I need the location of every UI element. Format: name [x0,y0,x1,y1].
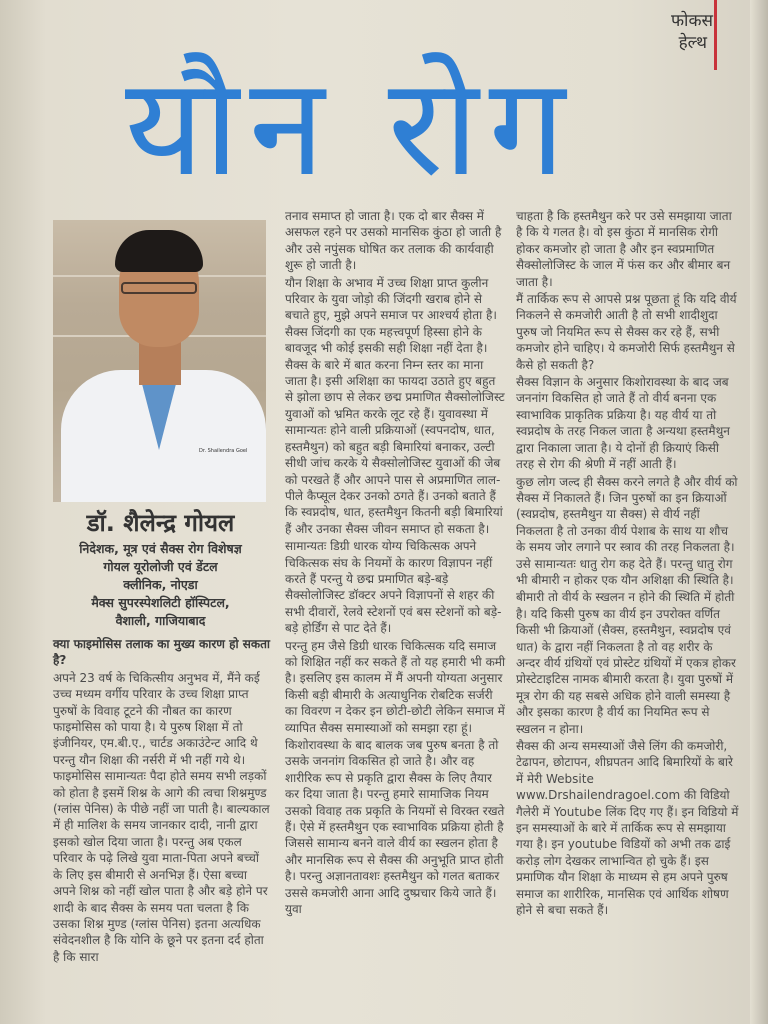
glasses-icon [121,282,197,294]
section-tag-line2: हेल्थ [678,33,707,53]
article-paragraph: किशोरावस्था के बाद बालक जब पुरुष बनता है तो उसके जननांग विकसित हो जाते है। और वह शारीरिक रूप से प्रकृति द्वारा सैक्स के लिए तैयार कर दिया जाता है। परन्तु हमारे सामाजिक नियम उसको विवाह तक प्रकृति के नियमों से विरक्त रखते हैं। ऐसे में हस्तमैथुन एक स्वाभाविक प्रक्रिया होती है जिससे सामान्य बनने वाले वीर्य का स्खलन होता है और मानसिक रूप से सैक्स की अनुभूति प्राप्त होती है। परन्तु अज्ञानतावशः हस्तमैथुन को गलत बताकर उससे कमजोरी आना आदि दुष्प्रचार किये जाते हैं। युवा [285,738,505,917]
article-column-1 [53,636,271,966]
page-edge [750,0,768,1024]
doctor-photo [53,220,266,502]
hair [115,230,203,272]
article-paragraph: सामान्यतः डिग्री धारक योग्य चिकित्सक अपने चिकित्सक संघ के नियमों के कारण विज्ञापन नहीं करते हैं परन्तु ये छद्म प्रमाणित बड़े-बड़े सैक्सोलोजिस्ट डॉक्टर अपने विज्ञापनों से शहर की सभी दीवारों, रेलवे स्टेशनों एवं बस स्टेशनों को बड़े-बड़े होर्डिंग से पाट देते हैं। [285,539,502,636]
coat-name-badge: Dr. Shailendra Goel [199,448,248,454]
article-paragraph: मैं तार्किक रूप से आपसे प्रश्न पूछता हूं कि यदि वीर्य निकलने से कमजोरी आती है तो सभी शादीशुदा पुरुष जो नियमित रूप से सैक्स कर रहे हैं, सभी कमजोर होने चाहिए। ये कमजोरी सिर्फ हस्तमैथुन से कैसे हो सकती है? [516,292,737,372]
section-accent-bar [714,0,717,70]
article-paragraph: बीमारी तो वीर्य के स्खलन न होने की स्थिति में होती है। यदि किसी पुरुष का वीर्य इन उपरोक्त वर्णित किसी भी क्रियाओं (सैक्स, हस्तमैथुन, स्वप्नदोष एवं धात) के द्वारा नहीं निकलता है तो वह शरीर के अन्दर वीर्य ग्रंथियों एवं प्रोस्टेट ग्रंथियों में एकत्र होकर प्रोस्टेटाइटिस नामक बीमारी करता है। युवा पुरुषों में मूत्र रोग की यह सबसे अधिक होने वाली समस्या है और इसका कारण है वीर्य का नियमित रूप से स्खलन न होना। [516,590,736,736]
article-paragraph: सैक्स विज्ञान के अनुसार किशोरावस्था के बाद जब जननांग विकसित हो जाते हैं तो वीर्य बनना एक स्वाभाविक प्राकृतिक प्रक्रिया है। यह वीर्य या तो स्वप्नदोष के तरह निकल जाता है अन्यथा हस्तमैथुन द्वारा निकाला जाता है। ये दोनों ही क्रियाएं किसी तरह से रोग की श्रेणी में नहीं आती हैं। [516,375,730,472]
doctor-name: डॉ. शैलेन्द्र गोयल [86,509,235,537]
article-column-3 [516,208,740,919]
credential-line: क्लीनिक, नोएडा [123,577,198,592]
credential-line: निदेशक, मूत्र एवं सैक्स रोग विशेषज्ञ [79,541,242,556]
article-paragraph: अपने 23 वर्ष के चिकित्सीय अनुभव में, मैंने कई उच्च मध्यम वर्गीय परिवार के उच्च शिक्षा प्राप्त पुरुषों के विवाह टूटने की नौबत का कारण फाइमोसिस को पाया है। ये पुरुष शिक्षा में तो इंजीनियर, एम.बी.ए., चार्टड अकाउंटेन्ट आदि थे परन्तु यौन शिक्षा की नर्सरी में भी नहीं गये थे। फाइमोसिस सामान्यतः पैदा होते समय सभी लड़कों को होता है इसमें शिश्न के आगे की त्वचा शिश्नमुण्ड (ग्लांस पेनिस) के पीछे नहीं जा पाती है। बाल्यकाल में ही मालिश के समय जानकार दादी, नानी द्वारा इसको खोल दिया जाता है। परन्तु अब एकल परिवार के पढ़े लिखे युवा माता-पिता अपने बच्चों के लिए इस बीमारी से अनभिज्ञ हैं। ऐसा बच्चा अपने शिश्न को नहीं खोल पाता है और बड़े होने पर शादी के बाद सैक्स के समय पता चलता है कि उसका शिश्न मुण्ड (ग्लांस पेनिस) इतना अत्यधिक संवेदनशील है कि योनि के छूने पर इतना दर्द होता है कि सारा [53,670,270,964]
article-column-2 [285,208,507,918]
article-paragraph: सैक्स की अन्य समस्याओं जैसे लिंग की कमजोरी, टेढापन, छोटापन, शीघ्रपतन आदि बिमारियों के बारे में मेरी Website www.Drshailendragoel.com की विडियो गैलेरी में Youtube लिंक दिए गए हैं। इन विडियो में इन समस्याओं के बारे में तार्किक रूप से समझाया गया है। इन youtube विडियों को अभी तक ढाई करोड़ लोग देखकर लाभान्वित हो चुके हैं। इस प्रमाणिक यौन शिक्षा के माध्यम से हम अपने पुरुष समाज का शारीरिक, मानसिक एवं आर्थिक शोषण होने से बचा सकते हैं। [516,739,739,918]
credential-line: मैक्स सुपरस्पेशलिटी हॉस्पिटल, [91,595,230,610]
article-paragraph: तनाव समाप्त हो जाता है। एक दो बार सैक्स में असफल रहने पर उसको मानसिक कुंठा हो जाती है और उसे नपुंसक घोषित कर तलाक की कार्यवाही शुरू हो जाती है। [285,209,502,273]
section-tag-line1: फोकस [670,11,713,31]
doctor-credentials [48,540,273,630]
article-paragraph: कुछ लोग जल्द ही सैक्स करने लगते है और वीर्य को सैक्स में निकालते हैं। जिन पुरुषों का इन क्रियाओं (स्वप्नदोष, हस्तमैथुन या सैक्स) से वीर्य नहीं निकलता है तो उनका वीर्य पेशाब के साथ या शौच के समय जोर लगाने पर स्त्राव की तरह निकलता है। उसे सामान्यतः धातु रोग कह देते हैं। परन्तु धातु रोग भी बीमारी न होकर एक यौन अशिक्षा की स्थिति है। [516,474,738,587]
article-paragraph: चाहता है कि हस्तमैथुन करे पर उसे समझाया जाता है कि ये गलत है। वो इस कुंठा में मानसिक रोगी होकर कमजोर हो जाता है और इन स्वप्रमाणित सैक्सोलोजिस्ट के जाल में फंस कर और बीमार बन जाता है। [516,209,732,289]
article-paragraph: यौन शिक्षा के अभाव में उच्च शिक्षा प्राप्त कुलीन परिवार के युवा जोड़ो की जिंदगी खराब होने से बचाते हुए, मुझे अपने समाज पर आश्चर्य होता है। सैक्स जिंदगी का एक महत्त्वपूर्ण हिस्सा होने के बावजूद भी कोई इसकी सही शिक्षा नहीं देता है। सैक्स के बारे में बात करना निम्न स्तर का माना जाता है। इसी अशिक्षा का फायदा उठाते हुए बहुत से झोला छाप से लेकर छद्म प्रमाणित सैक्सोलोजिस्ट युवाओं को भ्रमित करके लूट रहे हैं। युवावस्था में सामान्यतः होने वाली प्रक्रियाओं (स्वपनदोष, धात, हस्तमैथुन) को बहुत बड़ी बिमारियां बनाकर, उल्टी सीधी जांच करके ये सैक्सोलोजिस्ट युवाओं की जेब को परखते हैं और आपने पास से अप्रमाणित लाल-पीले कैप्सूल देकर उनको ठगते हैं। उनको बताते हैं कि स्वप्नदोष, धात, हस्तमैथुन कितनी बड़ी बिमारियां हैं और उनका सैक्स जीवन समाप्त हो सकता है। [285,275,505,536]
credential-line: वैशाली, गाजियाबाद [115,613,206,628]
credential-line: गोयल यूरोलोजी एवं डेंटल [103,559,218,574]
page-title: यौन रोग [125,49,576,207]
article-paragraph: परन्तु हम जैसे डिग्री धारक चिकित्सक यदि समाज को शिक्षित नहीं कर सकते हैं तो यह हमारी भी कमी है। इसलिए इस कालम में मैं अपनी योग्यता अनुसार किसी बड़ी बीमारी के अत्याधुनिक रोबटिक सर्जरी का विवरण न देकर इन छोटी-छोटी लेकिन समाज में व्यापित सैक्स समास्याओं को समझा रहा हूं। [285,638,506,735]
scrub-collar [141,380,177,450]
section-tag [671,10,713,54]
article-question: क्या फाइमोसिस तलाक का मुख्य कारण हो सकता है? [53,637,271,668]
